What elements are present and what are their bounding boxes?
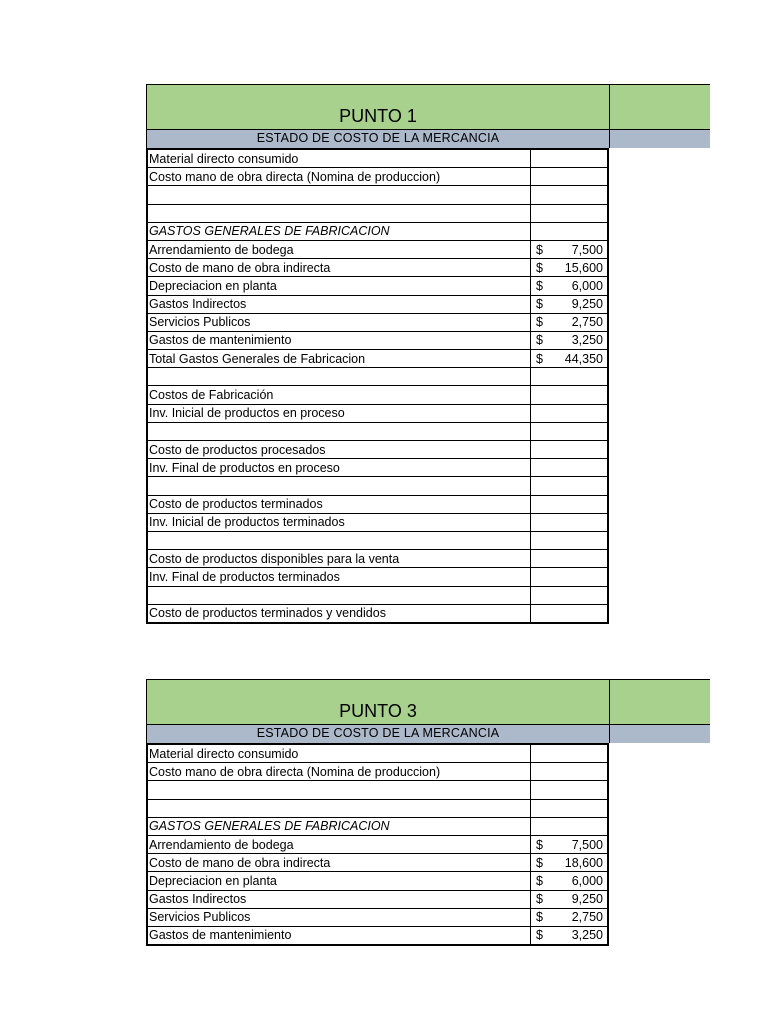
row-label: Depreciacion en planta [147, 872, 531, 890]
row-amount-cell [531, 531, 609, 549]
row-label: Inv. Inicial de productos en proceso [147, 404, 531, 422]
row-label: Material directo consumido [147, 149, 531, 168]
table-row [147, 295, 608, 313]
row-label: Costo de mano de obra indirecta [147, 854, 531, 872]
amount-value: 18,600 [564, 855, 603, 870]
currency-symbol: $ [536, 260, 543, 275]
table-row [147, 568, 608, 586]
row-amount-cell [531, 763, 609, 781]
row-label [147, 799, 531, 817]
table-row [147, 204, 608, 222]
row-amount-cell [531, 568, 609, 586]
row-label: Depreciacion en planta [147, 277, 531, 295]
table-row [147, 277, 608, 295]
row-amount-cell [531, 926, 609, 945]
row-label: Material directo consumido [147, 744, 531, 763]
row-amount-cell [531, 204, 609, 222]
currency-symbol: $ [536, 892, 543, 907]
row-label: Arrendamiento de bodega [147, 835, 531, 853]
table-row [147, 835, 608, 853]
row-amount-cell [531, 744, 609, 763]
row-label: Servicios Publicos [147, 313, 531, 331]
amount-value: 15,600 [564, 260, 603, 275]
row-amount-cell [531, 890, 609, 908]
row-label: Total Gastos Generales de Fabricacion [147, 350, 531, 368]
amount-value: 2,750 [571, 910, 603, 925]
row-label: Inv. Final de productos terminados [147, 568, 531, 586]
row-amount-cell [531, 186, 609, 204]
row-amount-cell [531, 149, 609, 168]
table-row [147, 186, 608, 204]
table-row [147, 404, 608, 422]
amount-value: 44,350 [564, 351, 603, 366]
row-label: Gastos de mantenimiento [147, 331, 531, 349]
amount-value: 6,000 [571, 873, 603, 888]
row-amount-cell [531, 513, 609, 531]
row-label [147, 186, 531, 204]
divider [609, 130, 610, 148]
table-row [147, 495, 608, 513]
table-row [147, 854, 608, 872]
currency-symbol: $ [536, 928, 543, 943]
row-label: Gastos Indirectos [147, 890, 531, 908]
row-amount-cell [531, 277, 609, 295]
section-title-band [146, 679, 710, 724]
table-row [147, 331, 608, 349]
row-amount-cell [531, 422, 609, 440]
table-row [147, 441, 608, 459]
table-row [147, 259, 608, 277]
row-amount-cell [531, 854, 609, 872]
row-amount-cell [531, 550, 609, 568]
row-amount-cell [531, 799, 609, 817]
currency-symbol: $ [536, 837, 543, 852]
amount-value: 3,250 [571, 928, 603, 943]
amount-value: 6,000 [571, 278, 603, 293]
table-row [147, 781, 608, 799]
table-row [147, 477, 608, 495]
row-label: Costo mano de obra directa (Nomina de produccion) [147, 763, 531, 781]
table-row [147, 368, 608, 386]
row-amount-cell [531, 835, 609, 853]
row-label: Inv. Final de productos en proceso [147, 459, 531, 477]
row-amount-cell [531, 295, 609, 313]
table-row [147, 222, 608, 240]
table-row [147, 422, 608, 440]
row-label: Costo mano de obra directa (Nomina de produccion) [147, 168, 531, 186]
table-row [147, 168, 608, 186]
row-amount-cell [531, 168, 609, 186]
table-row [147, 531, 608, 549]
row-amount-cell [531, 817, 609, 835]
table-row [147, 513, 608, 531]
row-label: Costos de Fabricación [147, 386, 531, 404]
table-row [147, 926, 608, 945]
currency-symbol: $ [536, 315, 543, 330]
row-amount-cell [531, 368, 609, 386]
amount-value: 7,500 [571, 837, 603, 852]
row-label: Inv. Inicial de productos terminados [147, 513, 531, 531]
table-row [147, 817, 608, 835]
amount-value: 9,250 [571, 297, 603, 312]
currency-symbol: $ [536, 278, 543, 293]
currency-symbol: $ [536, 855, 543, 870]
row-label: Gastos de mantenimiento [147, 926, 531, 945]
row-label: GASTOS GENERALES DE FABRICACION [147, 222, 531, 240]
table-row [147, 744, 608, 763]
table-row [147, 459, 608, 477]
row-amount-cell [531, 781, 609, 799]
divider [609, 85, 610, 129]
table-row [147, 586, 608, 604]
row-label: Costo de productos terminados [147, 495, 531, 513]
currency-symbol: $ [536, 873, 543, 888]
section-title: PUNTO 3 [339, 701, 417, 721]
row-amount-cell [531, 259, 609, 277]
table-row [147, 313, 608, 331]
row-label [147, 204, 531, 222]
divider [609, 725, 610, 743]
row-label: Costo de productos terminados y vendidos [147, 604, 531, 623]
row-amount-cell [531, 386, 609, 404]
row-amount-cell [531, 404, 609, 422]
currency-symbol: $ [536, 333, 543, 348]
row-amount-cell [531, 313, 609, 331]
row-label [147, 531, 531, 549]
row-label: Servicios Publicos [147, 908, 531, 926]
table-row [147, 149, 608, 168]
currency-symbol: $ [536, 242, 543, 257]
table-row [147, 799, 608, 817]
punto-3-section [146, 679, 710, 946]
table-row [147, 604, 608, 623]
divider [609, 680, 610, 724]
row-label [147, 586, 531, 604]
table-row [147, 890, 608, 908]
table-row [147, 350, 608, 368]
punto-1-section [146, 84, 710, 624]
row-label [147, 422, 531, 440]
amount-value: 2,750 [571, 315, 603, 330]
cost-table [146, 743, 609, 946]
row-amount-cell [531, 604, 609, 623]
row-amount-cell [531, 240, 609, 258]
row-label [147, 477, 531, 495]
row-amount-cell [531, 586, 609, 604]
section-subtitle-band [146, 724, 710, 743]
row-amount-cell [531, 441, 609, 459]
table-row [147, 240, 608, 258]
amount-value: 7,500 [571, 242, 603, 257]
table-row [147, 872, 608, 890]
amount-value: 9,250 [571, 892, 603, 907]
section-title: PUNTO 1 [339, 106, 417, 126]
table-row [147, 386, 608, 404]
table-row [147, 550, 608, 568]
row-amount-cell [531, 872, 609, 890]
table-row [147, 908, 608, 926]
row-amount-cell [531, 350, 609, 368]
table-row [147, 763, 608, 781]
cost-table [146, 148, 609, 624]
currency-symbol: $ [536, 910, 543, 925]
section-subtitle: ESTADO DE COSTO DE LA MERCANCIA [256, 131, 500, 145]
row-amount-cell [531, 495, 609, 513]
row-label: GASTOS GENERALES DE FABRICACION [147, 817, 531, 835]
amount-value: 3,250 [571, 333, 603, 348]
row-label: Arrendamiento de bodega [147, 240, 531, 258]
row-label [147, 368, 531, 386]
section-subtitle-band [146, 129, 710, 148]
row-label: Costo de productos procesados [147, 441, 531, 459]
row-amount-cell [531, 331, 609, 349]
row-amount-cell [531, 908, 609, 926]
row-label [147, 781, 531, 799]
section-title-band [146, 84, 710, 129]
currency-symbol: $ [536, 297, 543, 312]
row-label: Costo de mano de obra indirecta [147, 259, 531, 277]
section-subtitle: ESTADO DE COSTO DE LA MERCANCIA [256, 726, 500, 740]
row-amount-cell [531, 222, 609, 240]
currency-symbol: $ [536, 351, 543, 366]
row-label: Gastos Indirectos [147, 295, 531, 313]
row-label: Costo de productos disponibles para la venta [147, 550, 531, 568]
row-amount-cell [531, 459, 609, 477]
row-amount-cell [531, 477, 609, 495]
